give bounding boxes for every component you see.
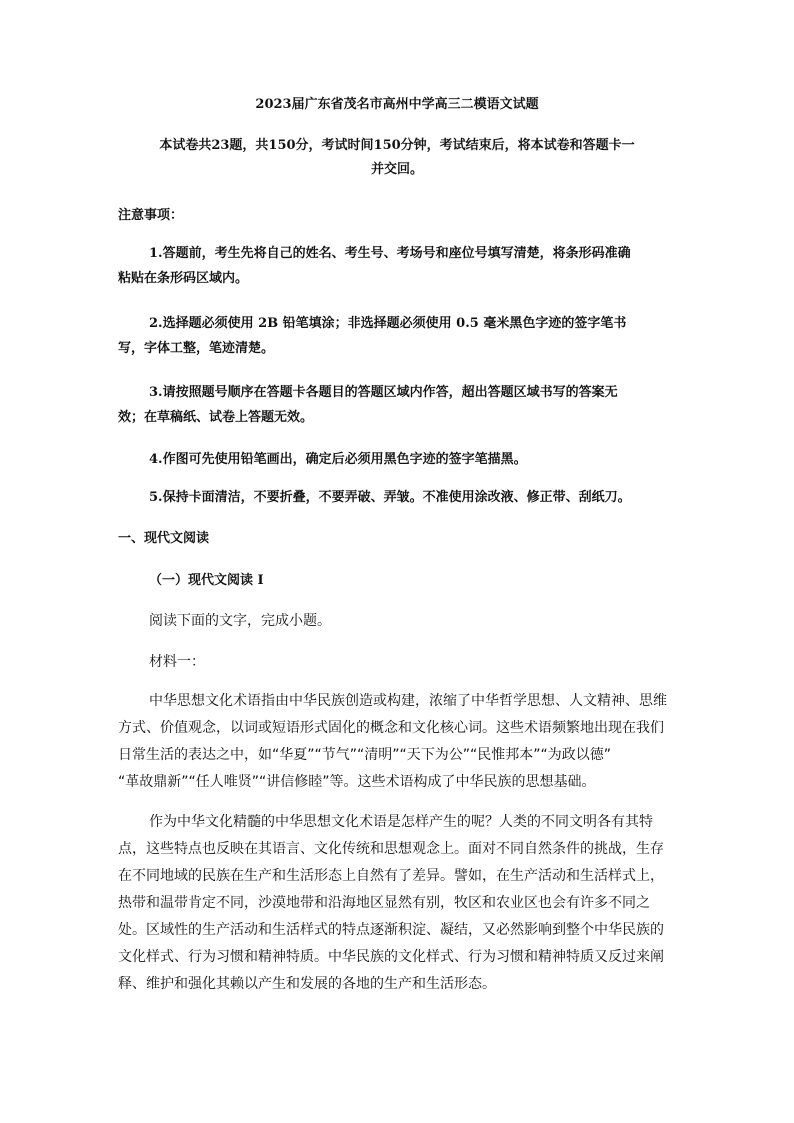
material-label: 材料一： (149, 654, 205, 670)
paragraph-1-line-3: 日常生活的表达之中，如“华夏”“节气”“清明”“天下为公”“民惟邦本”“为政以德” (118, 747, 612, 763)
paragraph-2-line-4: 热带和温带肯定不同，沙漠地带和沿海地区显然有别，牧区和农业区也会有许多不同之 (118, 895, 650, 911)
notice-2-line-2: 写，字体工整，笔迹清楚。 (118, 341, 275, 356)
notice-3-line-1: 3.请按照题号顺序在答题卡各题目的答题区域内作答，超出答题区域书写的答案无 (149, 385, 618, 400)
paragraph-2-line-2: 点，这些特点也反映在其语言、文化传统和思想观念上。面对不同自然条件的挑战，生存 (118, 841, 664, 857)
section-heading: 一、现代文阅读 (118, 531, 210, 546)
paragraph-2-line-3: 在不同地域的民族在生产和生活形态上自然有了差异。譬如，在生产活动和生活样式上， (118, 868, 664, 884)
paragraph-1-line-2: 方式、价值观念，以词或短语形式固化的概念和文化核心词。这些术语频繁地出现在我们 (118, 720, 664, 736)
paragraph-2-line-6: 文化样式、行为习惯和精神特质。中华民族的文化样式、行为习惯和精神特质又反过来阐 (118, 949, 664, 965)
notice-4: 4.作图可先使用铅笔画出，确定后必须用黑色字迹的签字笔描黑。 (149, 452, 527, 467)
notice-3-line-2: 效；在草稿纸、试卷上答题无效。 (118, 410, 314, 425)
reading-instruction: 阅读下面的文字，完成小题。 (149, 613, 331, 629)
paragraph-1-line-4: “革故鼎新”“任人唯贤”“讲信修睦”等。这些术语构成了中华民族的思想基础。 (118, 774, 596, 790)
notice-1-line-2: 粘贴在条形码区域内。 (118, 271, 249, 286)
document-title: 2023届广东省茂名市高州中学高三二模语文试题 (255, 97, 539, 112)
intro-line-2: 并交回。 (370, 162, 423, 177)
subsection-heading: （一）现代文阅读 I (149, 573, 264, 588)
intro-line-1: 本试卷共23题，共150分，考试时间150分钟，考试结束后，将本试卷和答题卡一 (159, 138, 635, 153)
notice-5: 5.保持卡面清洁，不要折叠，不要弄破、弄皱。不准使用涂改液、修正带、刮纸刀。 (149, 490, 631, 505)
paragraph-2-line-1: 作为中华文化精髓的中华思想文化术语是怎样产生的呢？人类的不同文明各有其特 (149, 814, 653, 830)
paragraph-1-line-1: 中华思想文化术语指由中华民族创造或构建，浓缩了中华哲学思想、人文精神、思维 (149, 693, 667, 709)
paragraph-2-line-5: 处。区域性的生产活动和生活样式的特点逐渐积淀、凝结，又必然影响到整个中华民族的 (118, 922, 664, 938)
paragraph-2-line-7: 释、维护和强化其赖以产生和发展的各地的生产和生活形态。 (118, 976, 496, 992)
notice-1-line-1: 1.答题前，考生先将自己的姓名、考生号、考场号和座位号填写清楚，将条形码准确 (149, 246, 631, 261)
notice-2-line-1: 2.选择题必须使用 2B 铅笔填涂；非选择题必须使用 0.5 毫米黑色字迹的签字笔书 (149, 316, 627, 331)
notice-heading: 注意事项： (118, 208, 184, 223)
